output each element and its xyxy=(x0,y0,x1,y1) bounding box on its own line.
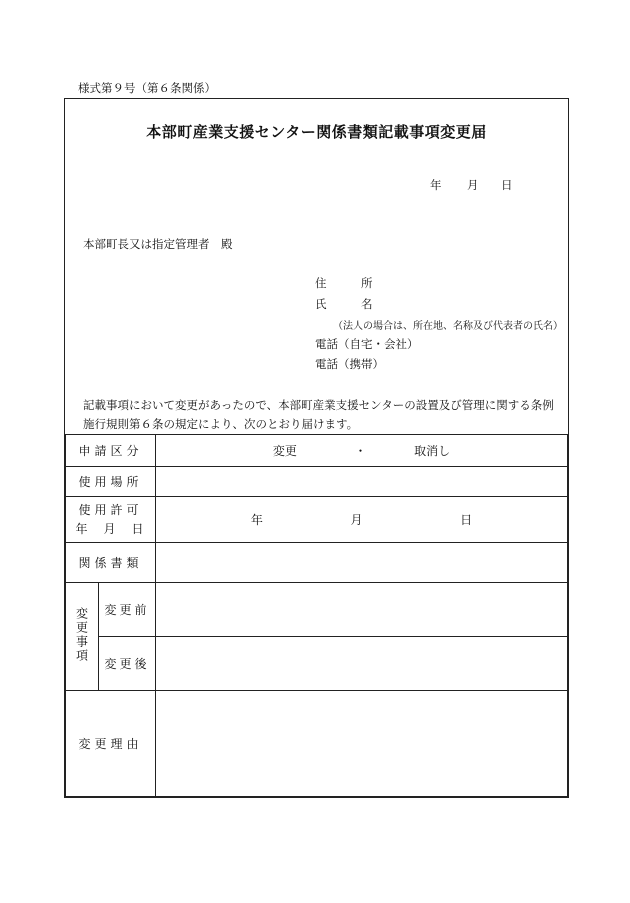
application-type-options xyxy=(156,435,568,467)
reason-label: 変更理由 xyxy=(66,691,156,797)
before-label: 変更前 xyxy=(99,583,156,637)
form-title: 本部町産業支援センター関係書類記載事項変更届 xyxy=(146,123,487,141)
location-field[interactable] xyxy=(156,467,568,497)
permit-date-year: 年 xyxy=(250,513,263,527)
option-cancel[interactable]: 取消し xyxy=(414,444,451,458)
documents-label: 関係書類 xyxy=(66,543,156,583)
permit-date-field[interactable] xyxy=(156,497,568,543)
row-documents xyxy=(66,543,568,583)
after-field[interactable] xyxy=(156,637,568,691)
row-location xyxy=(66,467,568,497)
applicant-phone-mobile-label: 電話（携帯） xyxy=(315,357,384,371)
form-frame xyxy=(64,98,569,798)
option-separator: ・ xyxy=(354,444,367,458)
row-permit-date xyxy=(66,497,568,543)
row-before xyxy=(66,583,568,637)
documents-field[interactable] xyxy=(156,543,568,583)
location-label: 使用場所 xyxy=(66,467,156,497)
form-number: 様式第９号（第６条関係） xyxy=(78,81,216,95)
change-items-cell xyxy=(66,583,99,691)
option-change[interactable]: 変更 xyxy=(272,444,297,458)
applicant-name-note: （法人の場合は、所在地、名称及び代表者の氏名） xyxy=(333,321,563,332)
permit-date-day: 日 xyxy=(460,513,473,527)
date-year: 年 xyxy=(430,178,442,192)
row-after xyxy=(66,637,568,691)
row-reason xyxy=(66,691,568,797)
applicant-name-label: 氏 名 xyxy=(315,297,373,311)
applicant-address-label: 住 所 xyxy=(315,276,373,290)
row-application-type xyxy=(66,435,568,467)
statement-line-1: 記載事項において変更があったので、本部町産業支援センターの設置及び管理に関する条例 xyxy=(83,398,554,412)
date-month: 月 xyxy=(467,178,479,192)
permit-date-label xyxy=(66,497,156,543)
permit-date-month: 月 xyxy=(350,513,363,527)
form-table xyxy=(65,434,568,797)
statement-line-2: 施行規則第６条の規定により、次のとおり届けます。 xyxy=(83,417,359,431)
application-type-label: 申請区分 xyxy=(66,435,156,467)
reason-field[interactable] xyxy=(156,691,568,797)
before-field[interactable] xyxy=(156,583,568,637)
change-items-label: 変更事項 xyxy=(74,607,89,663)
after-label: 変更後 xyxy=(99,637,156,691)
permit-date-label-line1: 使用許可 xyxy=(78,502,143,517)
applicant-phone-home-label: 電話（自宅・会社） xyxy=(315,337,419,351)
date-day: 日 xyxy=(501,178,513,192)
statement xyxy=(83,396,561,434)
permit-date-label-line2: 年 月 日 xyxy=(75,521,146,536)
addressee: 本部町長又は指定管理者 殿 xyxy=(83,237,233,251)
